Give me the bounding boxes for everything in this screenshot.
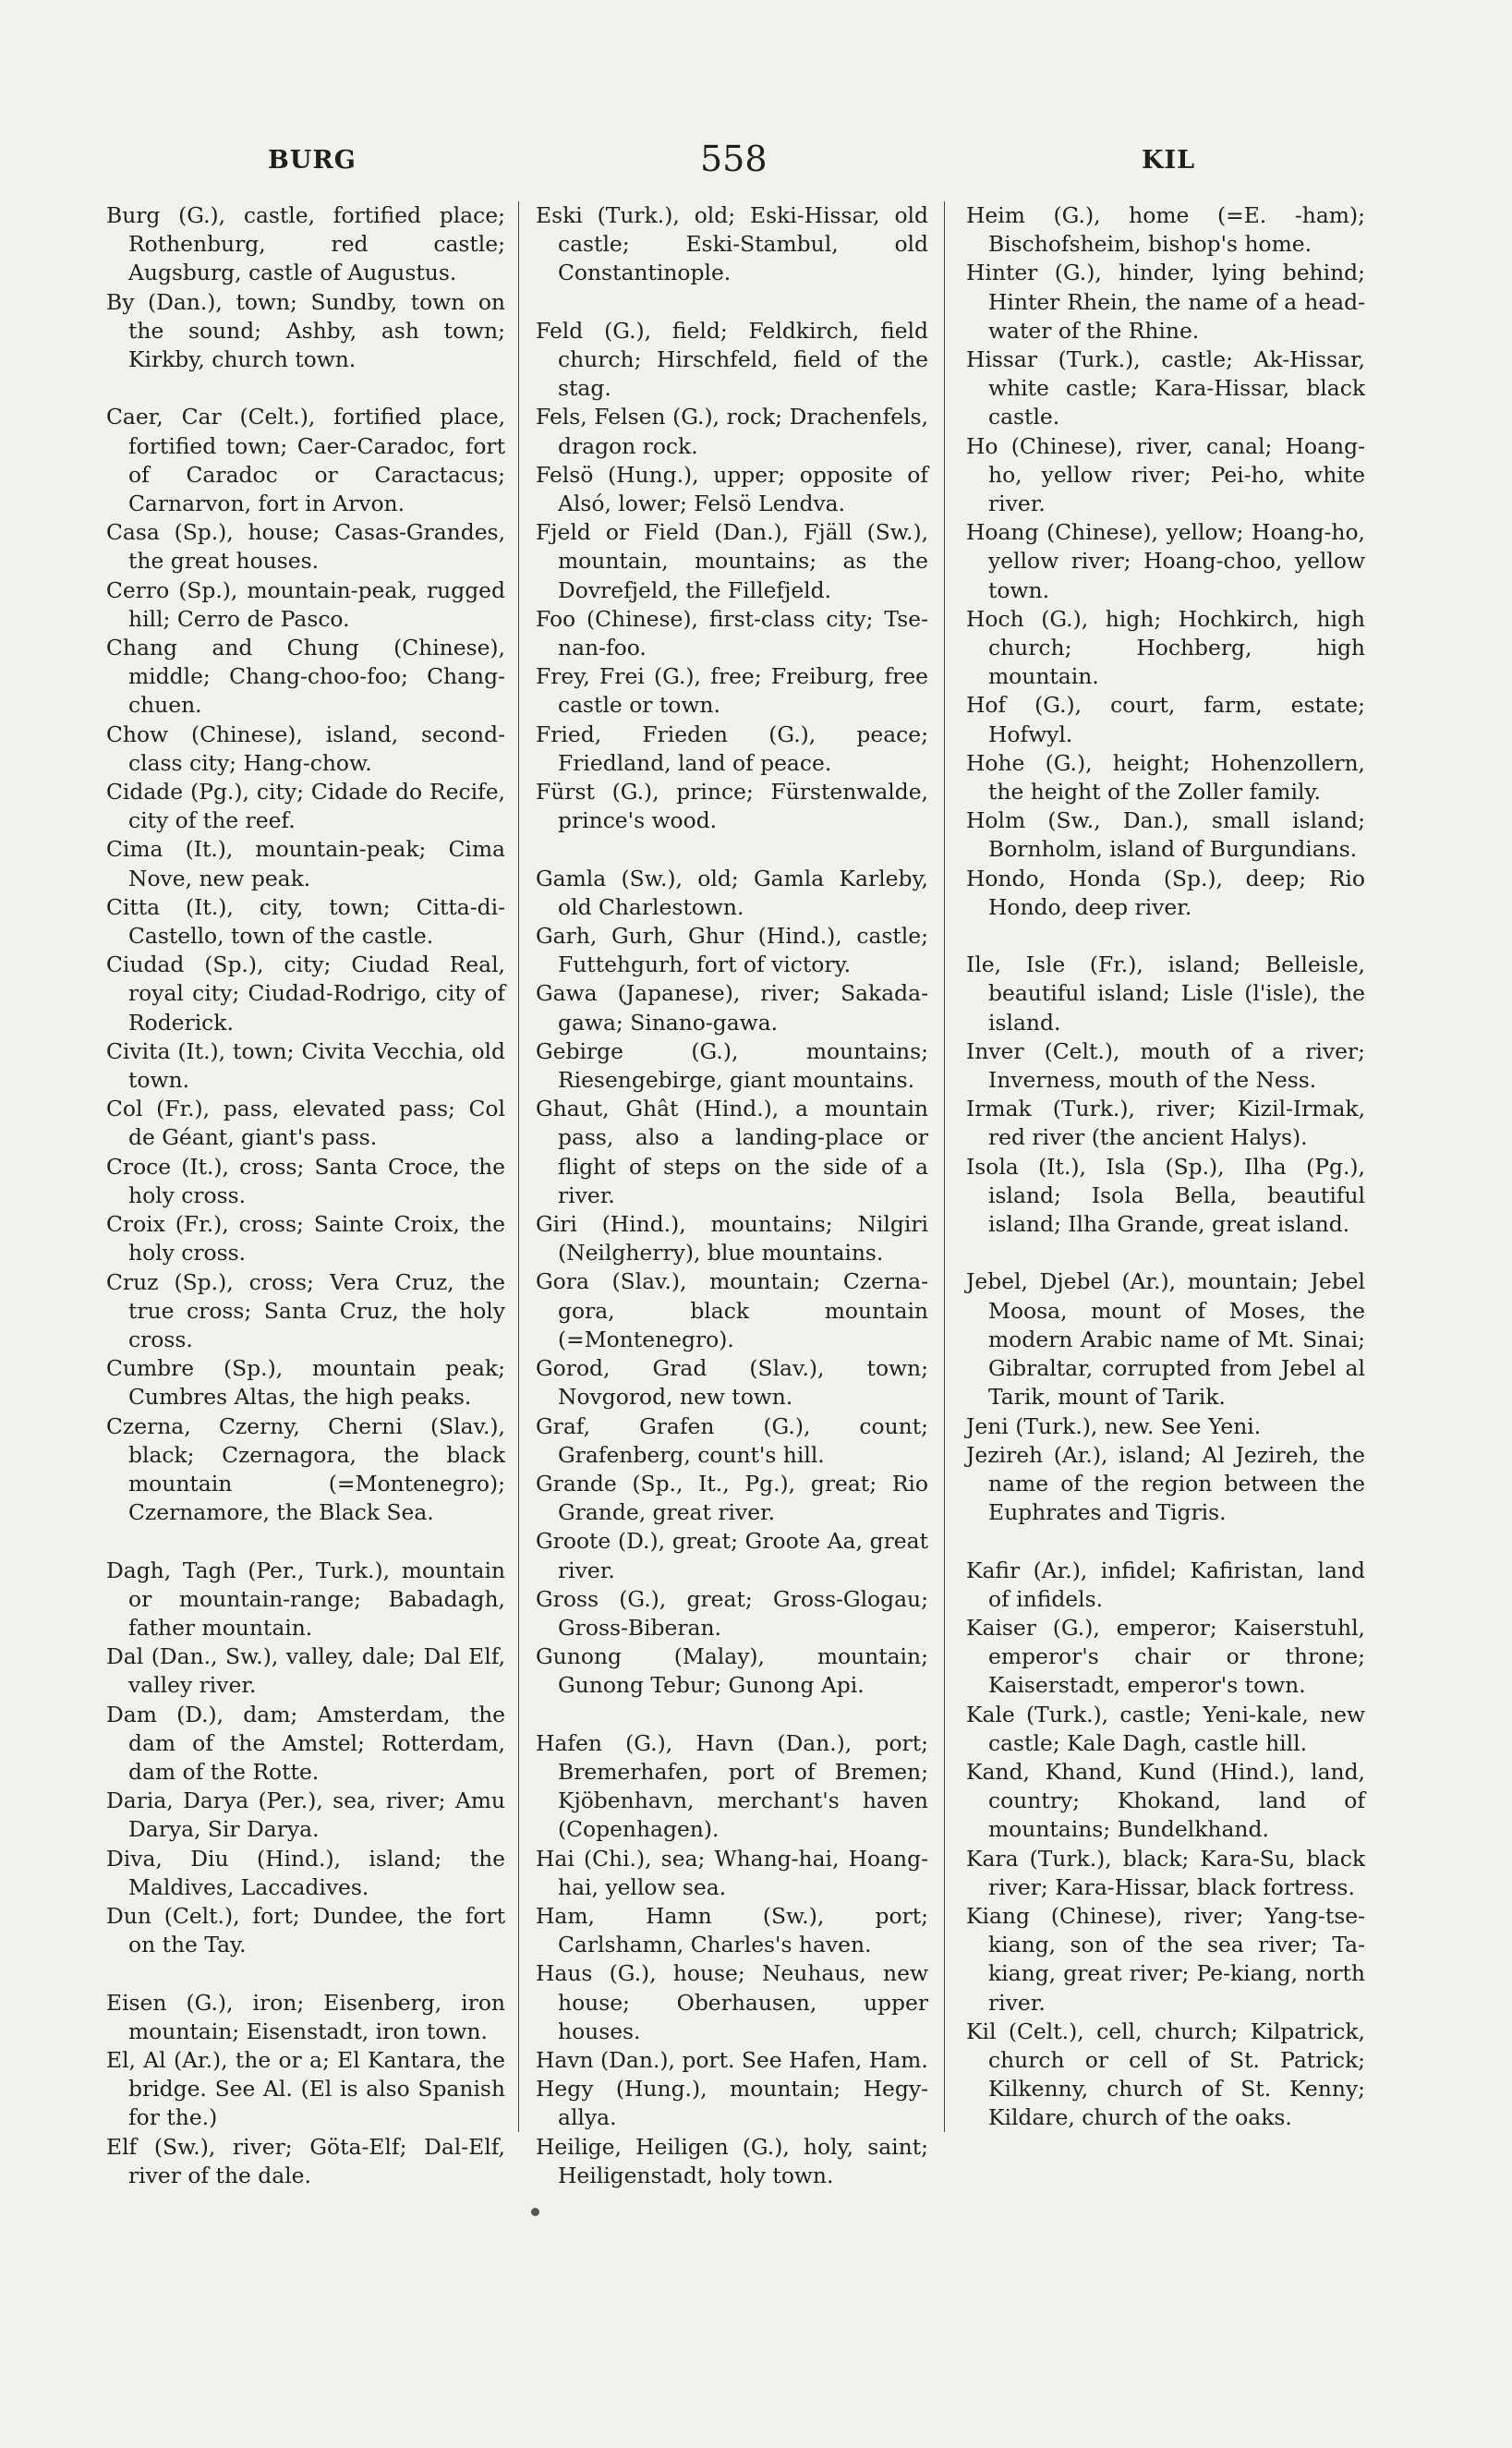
glossary-entry: Cidade (Pg.), city; Cidade do Recife, city of the reef.	[106, 779, 505, 834]
glossary-entry: Isola (It.), Isla (Sp.), Ilha (Pg.), island; Isola Bella, beautiful island; Ilha Grande, great island.	[966, 1153, 1365, 1238]
glossary-entry: Gawa (Japanese), river; Sakada-gawa; Sinano-gawa.	[536, 980, 928, 1036]
glossary-entry: Heilige, Heiligen (G.), holy, saint; Heiligenstadt, holy town.	[536, 2133, 928, 2188]
glossary-entry: Kil (Celt.), cell, church; Kilpatrick, church or cell of St. Patrick; Kilkenny, church of St. Kenny; Kildare, church of the oaks.	[966, 2018, 1365, 2131]
glossary-entry: Ham, Hamn (Sw.), port; Carlshamn, Charles's haven.	[536, 1902, 928, 1958]
glossary-entry: Havn (Dan.), port. See Hafen, Ham.	[536, 2046, 928, 2073]
glossary-entry: Gunong (Malay), mountain; Gunong Tebur; Gunong Api.	[536, 1643, 928, 1699]
glossary-entry: Eisen (G.), iron; Eisenberg, iron mountain; Eisenstadt, iron town.	[106, 1989, 505, 2044]
glossary-entry: Caer, Car (Celt.), fortified place, fortified town; Caer-Caradoc, fort of Caradoc or Caractacus; Carnarvon, fort in Arvon.	[106, 404, 505, 517]
running-head-right: KIL	[1142, 146, 1196, 175]
glossary-entry: Jeni (Turk.), new. See Yeni.	[966, 1412, 1262, 1439]
glossary-entry: Ghaut, Ghât (Hind.), a mountain pass, also a landing-place or flight of steps on the side of a river.	[536, 1096, 928, 1208]
page-number: 558	[700, 139, 768, 179]
glossary-entry: Chang and Chung (Chinese), middle; Chang-choo-foo; Chang-chuen.	[106, 635, 505, 719]
glossary-entry: Hohe (G.), height; Hohenzollern, the height of the Zoller family.	[966, 749, 1365, 806]
running-head-left: BURG	[268, 146, 357, 175]
glossary-entry: Burg (G.), castle, fortified place; Rothenburg, red castle; Augsburg, castle of Augustus.	[106, 202, 505, 286]
glossary-entry: Ho (Chinese), river, canal; Hoang-ho, yellow river; Pei-ho, white river.	[966, 432, 1365, 517]
glossary-entry: Kafir (Ar.), infidel; Kafiristan, land of infidels.	[966, 1557, 1365, 1612]
glossary-entry: Grande (Sp., It., Pg.), great; Rio Grande, great river.	[536, 1470, 928, 1526]
glossary-entry: Fried, Frieden (G.), peace; Friedland, land of peace.	[536, 721, 928, 776]
glossary-entry: Kiang (Chinese), river; Yang-tse-kiang, son of the sea river; Ta-kiang, great river; Pe-kiang, north river.	[966, 1902, 1365, 2016]
glossary-entry: El, Al (Ar.), the or a; El Kantara, the bridge. See Al. (El is also Spanish for the.)	[106, 2046, 505, 2131]
glossary-entry: Dagh, Tagh (Per., Turk.), mountain or mountain-range; Babadagh, father mountain.	[106, 1557, 505, 1641]
glossary-entry: Dun (Celt.), fort; Dundee, the fort on the Tay.	[106, 1902, 505, 1958]
glossary-entry: Fels, Felsen (G.), rock; Drachenfels, dragon rock.	[536, 404, 928, 459]
page-header	[0, 139, 1512, 185]
glossary-entry: Gorod, Grad (Slav.), town; Novgorod, new town.	[536, 1355, 928, 1411]
glossary-entry: Garh, Gurh, Ghur (Hind.), castle; Futtehgurh, fort of victory.	[536, 923, 928, 978]
glossary-entry: Chow (Chinese), island, second-class city; Hang-chow.	[106, 721, 505, 776]
glossary-entry: Frey, Frei (G.), free; Freiburg, free castle or town.	[536, 663, 928, 719]
glossary-entry: Hegy (Hung.), mountain; Hegy-allya.	[536, 2076, 928, 2131]
glossary-entry: Gebirge (G.), mountains; Riesengebirge, giant mountains.	[536, 1037, 928, 1094]
glossary-entry: Dam (D.), dam; Amsterdam, the dam of the Amstel; Rotterdam, dam of the Rotte.	[106, 1701, 505, 1785]
glossary-entry: Felsö (Hung.), upper; opposite of Alsó, lower; Felsö Lendva.	[536, 461, 928, 517]
glossary-entry: Holm (Sw., Dan.), small island; Bornholm, island of Burgundians.	[966, 807, 1365, 863]
glossary-entry: Hondo, Honda (Sp.), deep; Rio Hondo, deep river.	[966, 865, 1365, 920]
glossary-entry: Fjeld or Field (Dan.), Fjäll (Sw.), mountain, mountains; as the Dovrefjeld, the Fillefjeld.	[536, 519, 928, 603]
glossary-entry: Cruz (Sp.), cross; Vera Cruz, the true cross; Santa Cruz, the holy cross.	[106, 1268, 505, 1352]
glossary-entry: Graf, Grafen (G.), count; Grafenberg, count's hill.	[536, 1412, 928, 1468]
glossary-entry: Gora (Slav.), mountain; Czerna-gora, black mountain (=Montenegro).	[536, 1268, 928, 1352]
glossary-entry: Giri (Hind.), mountains; Nilgiri (Neilgherry), blue mountains.	[536, 1211, 928, 1266]
glossary-entry: Croix (Fr.), cross; Sainte Croix, the holy cross.	[106, 1211, 505, 1266]
glossary-entry: Diva, Diu (Hind.), island; the Maldives, Laccadives.	[106, 1845, 505, 1900]
glossary-entry: Fürst (G.), prince; Fürstenwalde, prince's wood.	[536, 779, 928, 834]
glossary-entry: Casa (Sp.), house; Casas-Grandes, the great houses.	[106, 519, 505, 575]
glossary-entry: Haus (G.), house; Neuhaus, new house; Oberhausen, upper houses.	[536, 1960, 928, 2044]
glossary-entry: Hinter (G.), hinder, lying behind; Hinter Rhein, the name of a head-water of the Rhine.	[966, 260, 1365, 344]
glossary-entry: Elf (Sw.), river; Göta-Elf; Dal-Elf, river of the dale.	[106, 2133, 505, 2188]
column-2	[536, 201, 928, 2190]
glossary-entry: Cerro (Sp.), mountain-peak, rugged hill; Cerro de Pasco.	[106, 576, 505, 632]
glossary-entry: Civita (It.), town; Civita Vecchia, old town.	[106, 1037, 505, 1094]
glossary-entry: Citta (It.), city, town; Citta-di-Castello, town of the castle.	[106, 893, 505, 950]
glossary-entry: Ciudad (Sp.), city; Ciudad Real, royal city; Ciudad-Rodrigo, city of Roderick.	[106, 951, 505, 1036]
column-3	[966, 201, 1365, 2133]
glossary-entry: Hissar (Turk.), castle; Ak-Hissar, white castle; Kara-Hissar, black castle.	[966, 346, 1365, 430]
glossary-entry: Jebel, Djebel (Ar.), mountain; Jebel Moosa, mount of Moses, the modern Arabic name of Mt. Sinai; Gibraltar, corrupted from Jebel al Tarik, mount of Tarik.	[966, 1268, 1365, 1411]
glossary-entry: Hafen (G.), Havn (Dan.), port; Bremerhafen, port of Bremen; Kjöbenhavn, merchant's haven (Copenhagen).	[536, 1729, 928, 1843]
glossary-entry: Hof (G.), court, farm, estate; Hofwyl.	[966, 692, 1365, 747]
glossary-entry: Heim (G.), home (=E. -ham); Bischofsheim, bishop's home.	[966, 202, 1365, 258]
glossary-entry: Col (Fr.), pass, elevated pass; Col de Géant, giant's pass.	[106, 1096, 505, 1151]
glossary-entry: Gamla (Sw.), old; Gamla Karleby, old Charlestown.	[536, 865, 928, 920]
glossary-entry: Kara (Turk.), black; Kara-Su, black river; Kara-Hissar, black fortress.	[966, 1845, 1365, 1900]
glossary-entry: Foo (Chinese), first-class city; Tse-nan-foo.	[536, 605, 928, 661]
glossary-entry: By (Dan.), town; Sundby, town on the sound; Ashby, ash town; Kirkby, church town.	[106, 288, 505, 373]
page-mark	[531, 2208, 539, 2216]
glossary-entry: Jezireh (Ar.), island; Al Jezireh, the name of the region between the Euphrates and Tigris.	[966, 1441, 1365, 1526]
glossary-entry: Feld (G.), field; Feldkirch, field church; Hirschfeld, field of the stag.	[536, 317, 928, 402]
glossary-entry: Cumbre (Sp.), mountain peak; Cumbres Altas, the high peaks.	[106, 1355, 505, 1411]
glossary-entry: Gross (G.), great; Gross-Glogau; Gross-Biberan.	[536, 1585, 928, 1641]
glossary-entry: Hai (Chi.), sea; Whang-hai, Hoang-hai, yellow sea.	[536, 1845, 928, 1900]
column-1	[106, 201, 505, 2190]
glossary-entry: Daria, Darya (Per.), sea, river; Amu Darya, Sir Darya.	[106, 1788, 505, 1843]
glossary-entry: Dal (Dan., Sw.), valley, dale; Dal Elf, valley river.	[106, 1643, 505, 1699]
glossary-entry: Irmak (Turk.), river; Kizil-Irmak, red river (the ancient Halys).	[966, 1096, 1365, 1151]
glossary-entry: Ile, Isle (Fr.), island; Belleisle, beautiful island; Lisle (l'isle), the island.	[966, 951, 1365, 1036]
glossary-entry: Cima (It.), mountain-peak; Cima Nove, new peak.	[106, 836, 505, 891]
glossary-entry: Croce (It.), cross; Santa Croce, the holy cross.	[106, 1153, 505, 1208]
glossary-entry: Czerna, Czerny, Cherni (Slav.), black; Czernagora, the black mountain (=Montenegro); Czernamore, the Black Sea.	[106, 1412, 505, 1526]
glossary-entry: Kaiser (G.), emperor; Kaiserstuhl, emperor's chair or throne; Kaiserstadt, emperor's town.	[966, 1614, 1365, 1699]
glossary-entry: Inver (Celt.), mouth of a river; Inverness, mouth of the Ness.	[966, 1037, 1365, 1094]
column-divider	[944, 201, 945, 2132]
glossary-entry: Kale (Turk.), castle; Yeni-kale, new castle; Kale Dagh, castle hill.	[966, 1701, 1365, 1756]
glossary-entry: Eski (Turk.), old; Eski-Hissar, old castle; Eski-Stambul, old Constantinople.	[536, 202, 928, 286]
column-divider	[518, 201, 519, 2132]
glossary-entry: Groote (D.), great; Groote Aa, great river.	[536, 1528, 928, 1583]
glossary-entry: Kand, Khand, Kund (Hind.), land, country; Khokand, land of mountains; Bundelkhand.	[966, 1758, 1365, 1843]
glossary-entry: Hoang (Chinese), yellow; Hoang-ho, yellow river; Hoang-choo, yellow town.	[966, 519, 1365, 603]
glossary-entry: Hoch (G.), high; Hochkirch, high church; Hochberg, high mountain.	[966, 605, 1365, 690]
